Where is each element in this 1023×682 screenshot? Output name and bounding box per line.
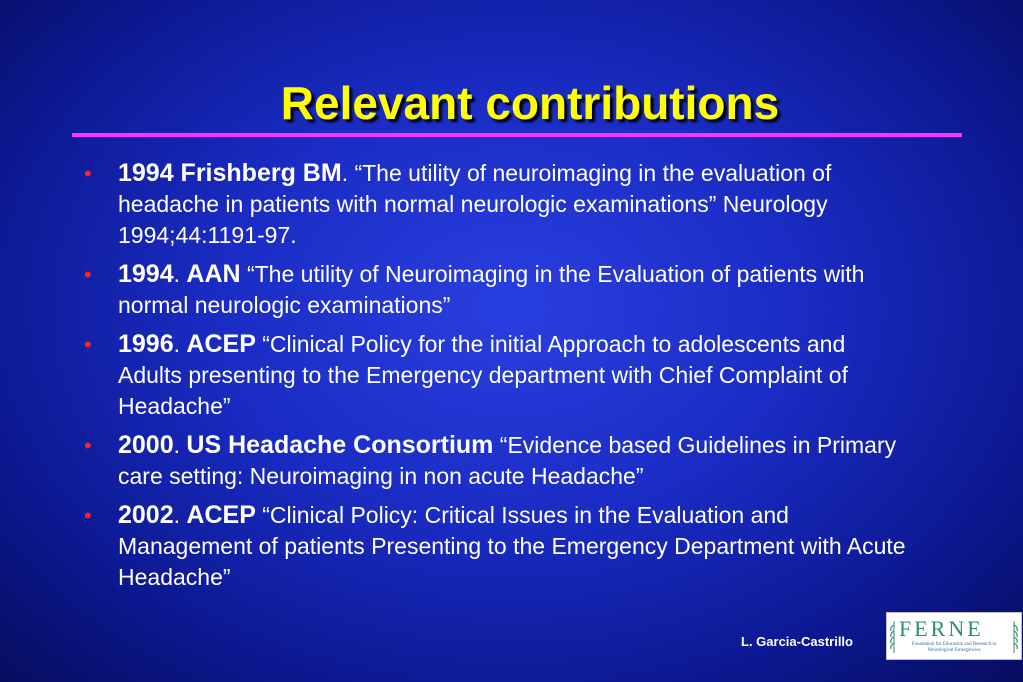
bullet-year: 1994: [118, 260, 174, 288]
bullet-heading: 1994 Frishberg BM: [118, 159, 342, 187]
list-item: [84, 430, 914, 492]
bullet-year: 2000: [118, 431, 174, 459]
slide-title: Relevant contributions: [280, 77, 780, 129]
bullet-icon: •: [84, 503, 92, 528]
bullet-text: “Evidence based Guidelines in Primary care setting: Neuroimaging in non acute Headache”: [118, 432, 897, 489]
bullet-separator: .: [173, 502, 187, 528]
bullet-list: [84, 158, 914, 601]
bullet-text: “The utility of neuroimaging in the evaluation of headache in patients with normal neurologic examinations” Neurology 1994;44:1191-97.: [118, 160, 832, 248]
bullet-heading: ACEP: [186, 501, 256, 529]
bullet-text: “Clinical Policy: Critical Issues in the Evaluation and Management of patients Presenting to the Emergency Department with Acute Headache”: [118, 502, 906, 590]
ferne-logo: [886, 612, 1022, 660]
list-item: [84, 329, 914, 422]
leaf-icon: [889, 619, 899, 655]
bullet-icon: •: [84, 433, 92, 458]
bullet-heading: AAN: [186, 260, 241, 288]
bullet-heading: US Headache Consortium: [186, 431, 494, 459]
bullet-separator: .: [173, 432, 187, 458]
bullet-text: “The utility of Neuroimaging in the Evaluation of patients with normal neurologic examinations”: [118, 261, 865, 318]
logo-subtitle: Foundation for Education and Research in Neurological Emergencies: [911, 642, 997, 653]
bullet-icon: •: [84, 332, 92, 357]
bullet-separator: .: [341, 160, 355, 186]
bullet-year: 1996: [118, 330, 174, 358]
bullet-heading: ACEP: [186, 330, 256, 358]
bullet-separator: .: [173, 261, 187, 287]
list-item: [84, 158, 914, 251]
bullet-text: “Clinical Policy for the initial Approach to adolescents and Adults presenting to the Emergency department with Chief Complaint of Headache”: [118, 331, 848, 419]
list-item: [84, 500, 914, 593]
author-credit: L. Garcia-Castrillo: [741, 634, 853, 649]
bullet-separator: .: [173, 331, 187, 357]
bullet-icon: •: [84, 262, 92, 287]
title-divider: [72, 133, 962, 137]
bullet-year: 2002: [118, 501, 174, 529]
leaf-icon: [1009, 619, 1019, 655]
list-item: [84, 259, 914, 321]
logo-wordmark: FERNE: [899, 616, 984, 641]
bullet-icon: •: [84, 161, 92, 186]
